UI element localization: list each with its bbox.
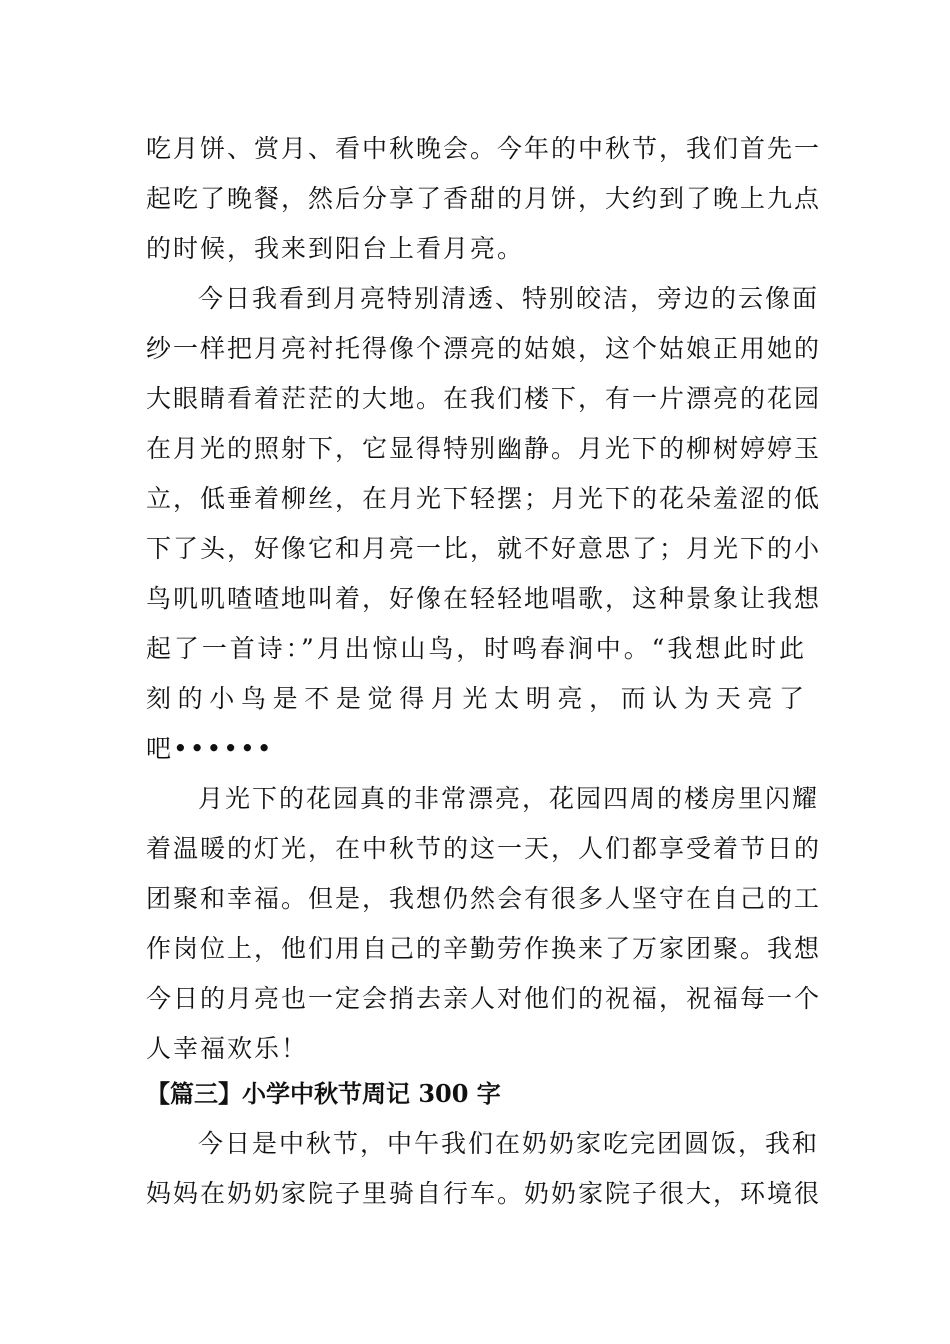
paragraph-2-line-3: 大眼睛看着茫茫的大地。在我们楼下，有一片漂亮的花园 [146, 384, 822, 413]
section-heading: 【篇三】小学中秋节周记 300 字 [146, 1079, 501, 1108]
paragraph-3-line-4: 作岗位上，他们用自己的辛勤劳作换来了万家团聚。我想 [146, 934, 822, 963]
paragraph-3-line-6: 人幸福欢乐！ [146, 1034, 309, 1063]
paragraph-3-line-2: 着温暖的灯光，在中秋节的这一天，人们都享受着节日的 [146, 834, 822, 863]
paragraph-4-line-1: 今日是中秋节，中午我们在奶奶家吃完团圆饭，我和 [198, 1129, 820, 1158]
paragraph-3-line-3: 团聚和幸福。但是，我想仍然会有很多人坚守在自己的工 [146, 884, 822, 913]
paragraph-1-line-3: 的时候，我来到阳台上看月亮。 [146, 234, 525, 263]
paragraph-2-line-1: 今日我看到月亮特别清透、特别皎洁，旁边的云像面 [198, 284, 820, 313]
paragraph-2-line-7: 鸟叽叽喳喳地叫着，好像在轻轻地唱歌，这种景象让我想 [146, 584, 822, 613]
paragraph-4-line-2: 妈妈在奶奶家院子里骑自行车。奶奶家院子很大，环境很 [146, 1179, 822, 1208]
paragraph-2-line-9: 刻的小鸟是不是觉得月光太明亮，而认为天亮了 [146, 684, 806, 713]
paragraph-1-line-1: 吃月饼、赏月、看中秋晚会。今年的中秋节，我们首先一 [146, 134, 822, 163]
paragraph-2-line-10: 吧•••••• [146, 734, 274, 763]
paragraph-2-line-8: 起了一首诗：”月出惊山鸟，时鸣春涧中。“我想此时此 [146, 634, 806, 663]
paragraph-2-line-2: 纱一样把月亮衬托得像个漂亮的姑娘，这个姑娘正用她的 [146, 334, 822, 363]
paragraph-2-line-5: 立，低垂着柳丝，在月光下轻摆；月光下的花朵羞涩的低 [146, 484, 822, 513]
paragraph-3-line-1: 月光下的花园真的非常漂亮，花园四周的楼房里闪耀 [198, 784, 820, 813]
paragraph-1-line-2: 起吃了晚餐，然后分享了香甜的月饼，大约到了晚上九点 [146, 184, 822, 213]
paragraph-3-line-5: 今日的月亮也一定会捎去亲人对他们的祝福，祝福每一个 [146, 984, 822, 1013]
paragraph-2-line-6: 下了头，好像它和月亮一比，就不好意思了；月光下的小 [146, 534, 822, 563]
paragraph-2-line-4: 在月光的照射下，它显得特别幽静。月光下的柳树婷婷玉 [146, 434, 822, 463]
